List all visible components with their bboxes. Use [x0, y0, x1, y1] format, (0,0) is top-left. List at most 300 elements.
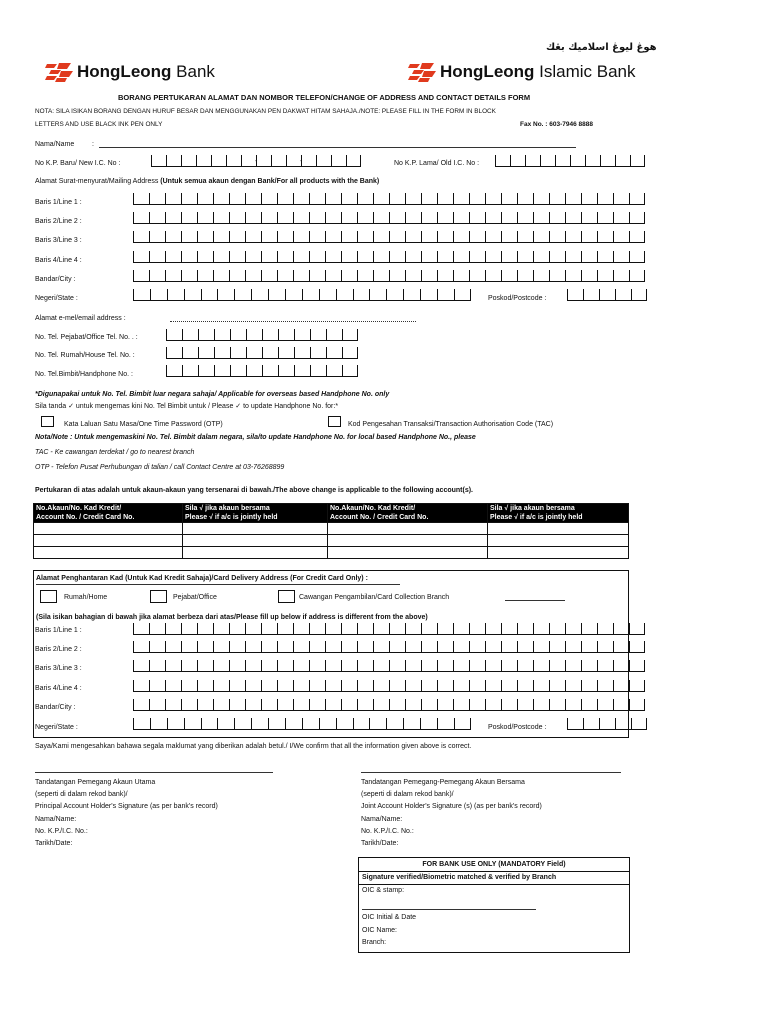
- char-box[interactable]: [213, 212, 229, 224]
- char-box[interactable]: [277, 212, 293, 224]
- char-box[interactable]: [133, 641, 149, 653]
- char-box[interactable]: [229, 231, 245, 243]
- char-box[interactable]: [230, 347, 246, 359]
- char-box[interactable]: [326, 347, 342, 359]
- char-box[interactable]: [437, 193, 453, 205]
- char-box[interactable]: [213, 641, 229, 653]
- char-box[interactable]: [245, 699, 261, 711]
- postcode-boxes[interactable]: [567, 289, 647, 301]
- char-box[interactable]: [293, 193, 309, 205]
- char-box[interactable]: [309, 660, 325, 672]
- cd-postcode-boxes[interactable]: [567, 718, 647, 730]
- char-box[interactable]: [353, 289, 370, 301]
- char-box[interactable]: [229, 193, 245, 205]
- char-box[interactable]: [149, 641, 165, 653]
- char-box[interactable]: [245, 623, 261, 635]
- char-box[interactable]: [197, 251, 213, 263]
- char-box[interactable]: [613, 660, 629, 672]
- char-box[interactable]: [567, 289, 583, 301]
- char-box[interactable]: [421, 193, 437, 205]
- char-box[interactable]: [149, 660, 165, 672]
- char-box[interactable]: [149, 231, 165, 243]
- char-box[interactable]: [565, 623, 581, 635]
- char-box[interactable]: [437, 699, 453, 711]
- char-box[interactable]: [261, 270, 277, 282]
- char-box[interactable]: [405, 680, 421, 692]
- char-box[interactable]: [373, 193, 389, 205]
- char-box[interactable]: [197, 193, 213, 205]
- char-box[interactable]: [150, 718, 167, 730]
- char-box[interactable]: [197, 680, 213, 692]
- char-box[interactable]: [517, 251, 533, 263]
- char-box[interactable]: [389, 212, 405, 224]
- char-box[interactable]: [229, 623, 245, 635]
- char-box[interactable]: [166, 329, 182, 341]
- joint-cell[interactable]: [488, 523, 629, 535]
- char-box[interactable]: [613, 623, 629, 635]
- char-box[interactable]: [277, 231, 293, 243]
- char-box[interactable]: [437, 718, 454, 730]
- char-box[interactable]: [549, 641, 565, 653]
- name-input-line[interactable]: [99, 147, 576, 148]
- char-box[interactable]: [389, 623, 405, 635]
- char-box[interactable]: [277, 270, 293, 282]
- char-box[interactable]: [501, 270, 517, 282]
- char-box[interactable]: [309, 251, 325, 263]
- char-box[interactable]: [469, 251, 485, 263]
- char-box[interactable]: [405, 660, 421, 672]
- char-box[interactable]: [213, 270, 229, 282]
- char-box[interactable]: [181, 699, 197, 711]
- line3-boxes[interactable]: [133, 231, 645, 243]
- char-box[interactable]: [310, 329, 326, 341]
- char-box[interactable]: [373, 251, 389, 263]
- char-box[interactable]: [389, 270, 405, 282]
- char-box[interactable]: [420, 289, 437, 301]
- char-box[interactable]: [453, 270, 469, 282]
- char-box[interactable]: [214, 365, 230, 377]
- char-box[interactable]: [336, 718, 353, 730]
- char-box[interactable]: [262, 365, 278, 377]
- char-box[interactable]: [309, 699, 325, 711]
- char-box[interactable]: [453, 660, 469, 672]
- char-box[interactable]: [629, 680, 645, 692]
- char-box[interactable]: [166, 347, 182, 359]
- char-box[interactable]: [581, 231, 597, 243]
- char-box[interactable]: [613, 193, 629, 205]
- account-cell[interactable]: [328, 547, 488, 559]
- char-box[interactable]: [421, 251, 437, 263]
- char-box[interactable]: [629, 660, 645, 672]
- char-box[interactable]: [389, 641, 405, 653]
- char-box[interactable]: [517, 623, 533, 635]
- char-box[interactable]: [613, 231, 629, 243]
- char-box[interactable]: [597, 660, 613, 672]
- char-box[interactable]: [277, 193, 293, 205]
- char-box[interactable]: [469, 212, 485, 224]
- char-box[interactable]: [453, 231, 469, 243]
- char-box[interactable]: [245, 251, 261, 263]
- char-box[interactable]: [245, 193, 261, 205]
- char-box[interactable]: [133, 699, 149, 711]
- char-box[interactable]: [165, 660, 181, 672]
- joint-cell[interactable]: [183, 523, 328, 535]
- char-box[interactable]: [583, 718, 599, 730]
- char-box[interactable]: [246, 365, 262, 377]
- old-ic-boxes[interactable]: [495, 155, 645, 167]
- char-box[interactable]: [597, 699, 613, 711]
- char-box[interactable]: [197, 212, 213, 224]
- char-box[interactable]: [149, 680, 165, 692]
- char-box[interactable]: [373, 212, 389, 224]
- branch-checkbox[interactable]: [278, 590, 295, 603]
- char-box[interactable]: [229, 270, 245, 282]
- char-box[interactable]: [245, 660, 261, 672]
- char-box[interactable]: [197, 641, 213, 653]
- char-box[interactable]: [213, 660, 229, 672]
- char-box[interactable]: [230, 329, 246, 341]
- char-box[interactable]: [357, 623, 373, 635]
- char-box[interactable]: [229, 680, 245, 692]
- char-box[interactable]: [181, 212, 197, 224]
- char-box[interactable]: [581, 193, 597, 205]
- char-box[interactable]: [469, 699, 485, 711]
- char-box[interactable]: [597, 270, 613, 282]
- char-box[interactable]: [373, 623, 389, 635]
- char-box[interactable]: [389, 680, 405, 692]
- char-box[interactable]: [197, 623, 213, 635]
- char-box[interactable]: [277, 251, 293, 263]
- office-tel-boxes[interactable]: [166, 329, 358, 341]
- char-box[interactable]: [581, 251, 597, 263]
- char-box[interactable]: [386, 718, 403, 730]
- char-box[interactable]: [405, 251, 421, 263]
- char-box[interactable]: [469, 270, 485, 282]
- char-box[interactable]: [357, 641, 373, 653]
- joint-cell[interactable]: [183, 547, 328, 559]
- char-box[interactable]: [597, 623, 613, 635]
- cd-line1-boxes[interactable]: [133, 623, 645, 635]
- char-box[interactable]: [326, 329, 342, 341]
- char-box[interactable]: [293, 680, 309, 692]
- char-box[interactable]: [336, 289, 353, 301]
- char-box[interactable]: [181, 193, 197, 205]
- char-box[interactable]: [285, 718, 302, 730]
- char-box[interactable]: [302, 289, 319, 301]
- char-box[interactable]: [213, 623, 229, 635]
- char-box[interactable]: [261, 699, 277, 711]
- char-box[interactable]: [133, 251, 149, 263]
- char-box[interactable]: [533, 270, 549, 282]
- char-box[interactable]: [133, 718, 150, 730]
- char-box[interactable]: [581, 623, 597, 635]
- char-box[interactable]: [201, 718, 218, 730]
- char-box[interactable]: [213, 251, 229, 263]
- char-box[interactable]: [565, 251, 581, 263]
- otp-checkbox[interactable]: [41, 416, 54, 427]
- char-box[interactable]: [389, 231, 405, 243]
- char-box[interactable]: [319, 718, 336, 730]
- char-box[interactable]: [150, 289, 167, 301]
- char-box[interactable]: [278, 347, 294, 359]
- char-box[interactable]: [325, 251, 341, 263]
- char-box[interactable]: [184, 289, 201, 301]
- char-box[interactable]: [373, 270, 389, 282]
- char-box[interactable]: [405, 641, 421, 653]
- char-box[interactable]: [261, 641, 277, 653]
- account-cell[interactable]: [34, 547, 183, 559]
- char-box[interactable]: [615, 289, 631, 301]
- email-input-line[interactable]: [170, 321, 416, 322]
- char-box[interactable]: [229, 641, 245, 653]
- char-box[interactable]: [453, 193, 469, 205]
- char-box[interactable]: [549, 231, 565, 243]
- office-checkbox[interactable]: [150, 590, 167, 603]
- char-box[interactable]: [501, 251, 517, 263]
- char-box[interactable]: [325, 660, 341, 672]
- char-box[interactable]: [597, 680, 613, 692]
- char-box[interactable]: [501, 231, 517, 243]
- char-box[interactable]: [549, 251, 565, 263]
- char-box[interactable]: [485, 231, 501, 243]
- char-box[interactable]: [277, 660, 293, 672]
- char-box[interactable]: [245, 270, 261, 282]
- char-box[interactable]: [342, 347, 358, 359]
- char-box[interactable]: [373, 231, 389, 243]
- char-box[interactable]: [261, 680, 277, 692]
- char-box[interactable]: [268, 289, 285, 301]
- char-box[interactable]: [437, 289, 454, 301]
- branch-input-line[interactable]: [505, 600, 565, 601]
- char-box[interactable]: [165, 251, 181, 263]
- char-box[interactable]: [485, 680, 501, 692]
- char-box[interactable]: [197, 660, 213, 672]
- char-box[interactable]: [293, 641, 309, 653]
- char-box[interactable]: [629, 251, 645, 263]
- char-box[interactable]: [373, 699, 389, 711]
- char-box[interactable]: [341, 641, 357, 653]
- cd-state-boxes[interactable]: [133, 718, 471, 730]
- char-box[interactable]: [353, 718, 370, 730]
- char-box[interactable]: [181, 680, 197, 692]
- char-box[interactable]: [437, 623, 453, 635]
- char-box[interactable]: [405, 623, 421, 635]
- char-box[interactable]: [357, 231, 373, 243]
- char-box[interactable]: [309, 193, 325, 205]
- char-box[interactable]: [277, 623, 293, 635]
- char-box[interactable]: [181, 660, 197, 672]
- char-box[interactable]: [167, 289, 184, 301]
- char-box[interactable]: [549, 270, 565, 282]
- char-box[interactable]: [485, 251, 501, 263]
- char-box[interactable]: [149, 623, 165, 635]
- char-box[interactable]: [549, 193, 565, 205]
- char-box[interactable]: [613, 699, 629, 711]
- char-box[interactable]: [501, 699, 517, 711]
- char-box[interactable]: [181, 270, 197, 282]
- char-box[interactable]: [421, 270, 437, 282]
- char-box[interactable]: [549, 660, 565, 672]
- char-box[interactable]: [229, 660, 245, 672]
- char-box[interactable]: [229, 251, 245, 263]
- char-box[interactable]: [182, 347, 198, 359]
- char-box[interactable]: [421, 641, 437, 653]
- char-box[interactable]: [341, 212, 357, 224]
- char-box[interactable]: [533, 212, 549, 224]
- city-boxes[interactable]: [133, 270, 645, 282]
- char-box[interactable]: [261, 212, 277, 224]
- char-box[interactable]: [214, 329, 230, 341]
- char-box[interactable]: [341, 623, 357, 635]
- char-box[interactable]: [167, 718, 184, 730]
- char-box[interactable]: [453, 251, 469, 263]
- char-box[interactable]: [386, 289, 403, 301]
- char-box[interactable]: [517, 193, 533, 205]
- char-box[interactable]: [293, 270, 309, 282]
- char-box[interactable]: [565, 660, 581, 672]
- char-box[interactable]: [565, 231, 581, 243]
- char-box[interactable]: [213, 680, 229, 692]
- char-box[interactable]: [565, 699, 581, 711]
- char-box[interactable]: [405, 270, 421, 282]
- char-box[interactable]: [469, 680, 485, 692]
- char-box[interactable]: [325, 270, 341, 282]
- char-box[interactable]: [597, 212, 613, 224]
- char-box[interactable]: [357, 270, 373, 282]
- line4-boxes[interactable]: [133, 251, 645, 263]
- char-box[interactable]: [597, 641, 613, 653]
- char-box[interactable]: [485, 270, 501, 282]
- char-box[interactable]: [201, 289, 218, 301]
- char-box[interactable]: [309, 231, 325, 243]
- char-box[interactable]: [405, 193, 421, 205]
- char-box[interactable]: [325, 193, 341, 205]
- char-box[interactable]: [342, 365, 358, 377]
- char-box[interactable]: [485, 193, 501, 205]
- char-box[interactable]: [533, 660, 549, 672]
- char-box[interactable]: [261, 660, 277, 672]
- char-box[interactable]: [631, 289, 647, 301]
- char-box[interactable]: [325, 212, 341, 224]
- char-box[interactable]: [533, 641, 549, 653]
- char-box[interactable]: [629, 231, 645, 243]
- char-box[interactable]: [181, 623, 197, 635]
- char-box[interactable]: [277, 641, 293, 653]
- char-box[interactable]: [421, 699, 437, 711]
- char-box[interactable]: [149, 270, 165, 282]
- char-box[interactable]: [278, 365, 294, 377]
- line1-boxes[interactable]: [133, 193, 645, 205]
- char-box[interactable]: [261, 623, 277, 635]
- char-box[interactable]: [437, 251, 453, 263]
- char-box[interactable]: [565, 212, 581, 224]
- char-box[interactable]: [294, 347, 310, 359]
- char-box[interactable]: [357, 680, 373, 692]
- char-box[interactable]: [533, 680, 549, 692]
- char-box[interactable]: [373, 641, 389, 653]
- char-box[interactable]: [485, 641, 501, 653]
- char-box[interactable]: [198, 365, 214, 377]
- char-box[interactable]: [437, 212, 453, 224]
- char-box[interactable]: [268, 718, 285, 730]
- char-box[interactable]: [597, 193, 613, 205]
- char-box[interactable]: [278, 329, 294, 341]
- line2-boxes[interactable]: [133, 212, 645, 224]
- char-box[interactable]: [485, 623, 501, 635]
- char-box[interactable]: [309, 641, 325, 653]
- char-box[interactable]: [583, 289, 599, 301]
- char-box[interactable]: [133, 623, 149, 635]
- char-box[interactable]: [629, 193, 645, 205]
- char-box[interactable]: [533, 251, 549, 263]
- char-box[interactable]: [369, 718, 386, 730]
- char-box[interactable]: [389, 251, 405, 263]
- char-box[interactable]: [245, 680, 261, 692]
- char-box[interactable]: [181, 251, 197, 263]
- char-box[interactable]: [294, 365, 310, 377]
- char-box[interactable]: [181, 231, 197, 243]
- char-box[interactable]: [214, 347, 230, 359]
- char-box[interactable]: [262, 329, 278, 341]
- char-box[interactable]: [501, 641, 517, 653]
- char-box[interactable]: [149, 212, 165, 224]
- char-box[interactable]: [341, 193, 357, 205]
- char-box[interactable]: [629, 623, 645, 635]
- char-box[interactable]: [599, 718, 615, 730]
- char-box[interactable]: [217, 718, 234, 730]
- cd-line2-boxes[interactable]: [133, 641, 645, 653]
- char-box[interactable]: [597, 251, 613, 263]
- char-box[interactable]: [517, 680, 533, 692]
- char-box[interactable]: [517, 641, 533, 653]
- char-box[interactable]: [517, 699, 533, 711]
- char-box[interactable]: [293, 212, 309, 224]
- char-box[interactable]: [597, 231, 613, 243]
- char-box[interactable]: [277, 680, 293, 692]
- char-box[interactable]: [453, 641, 469, 653]
- char-box[interactable]: [310, 365, 326, 377]
- char-box[interactable]: [501, 660, 517, 672]
- char-box[interactable]: [277, 699, 293, 711]
- char-box[interactable]: [133, 270, 149, 282]
- joint-cell[interactable]: [183, 535, 328, 547]
- char-box[interactable]: [629, 212, 645, 224]
- char-box[interactable]: [246, 329, 262, 341]
- char-box[interactable]: [197, 270, 213, 282]
- char-box[interactable]: [342, 329, 358, 341]
- char-box[interactable]: [246, 347, 262, 359]
- char-box[interactable]: [133, 231, 149, 243]
- char-box[interactable]: [437, 231, 453, 243]
- char-box[interactable]: [453, 699, 469, 711]
- char-box[interactable]: [261, 251, 277, 263]
- char-box[interactable]: [149, 251, 165, 263]
- char-box[interactable]: [421, 212, 437, 224]
- char-box[interactable]: [389, 699, 405, 711]
- char-box[interactable]: [165, 623, 181, 635]
- char-box[interactable]: [133, 193, 149, 205]
- char-box[interactable]: [341, 231, 357, 243]
- char-box[interactable]: [599, 289, 615, 301]
- char-box[interactable]: [437, 680, 453, 692]
- char-box[interactable]: [293, 699, 309, 711]
- char-box[interactable]: [533, 231, 549, 243]
- char-box[interactable]: [501, 193, 517, 205]
- char-box[interactable]: [469, 231, 485, 243]
- tac-checkbox[interactable]: [328, 416, 341, 427]
- char-box[interactable]: [341, 680, 357, 692]
- char-box[interactable]: [229, 212, 245, 224]
